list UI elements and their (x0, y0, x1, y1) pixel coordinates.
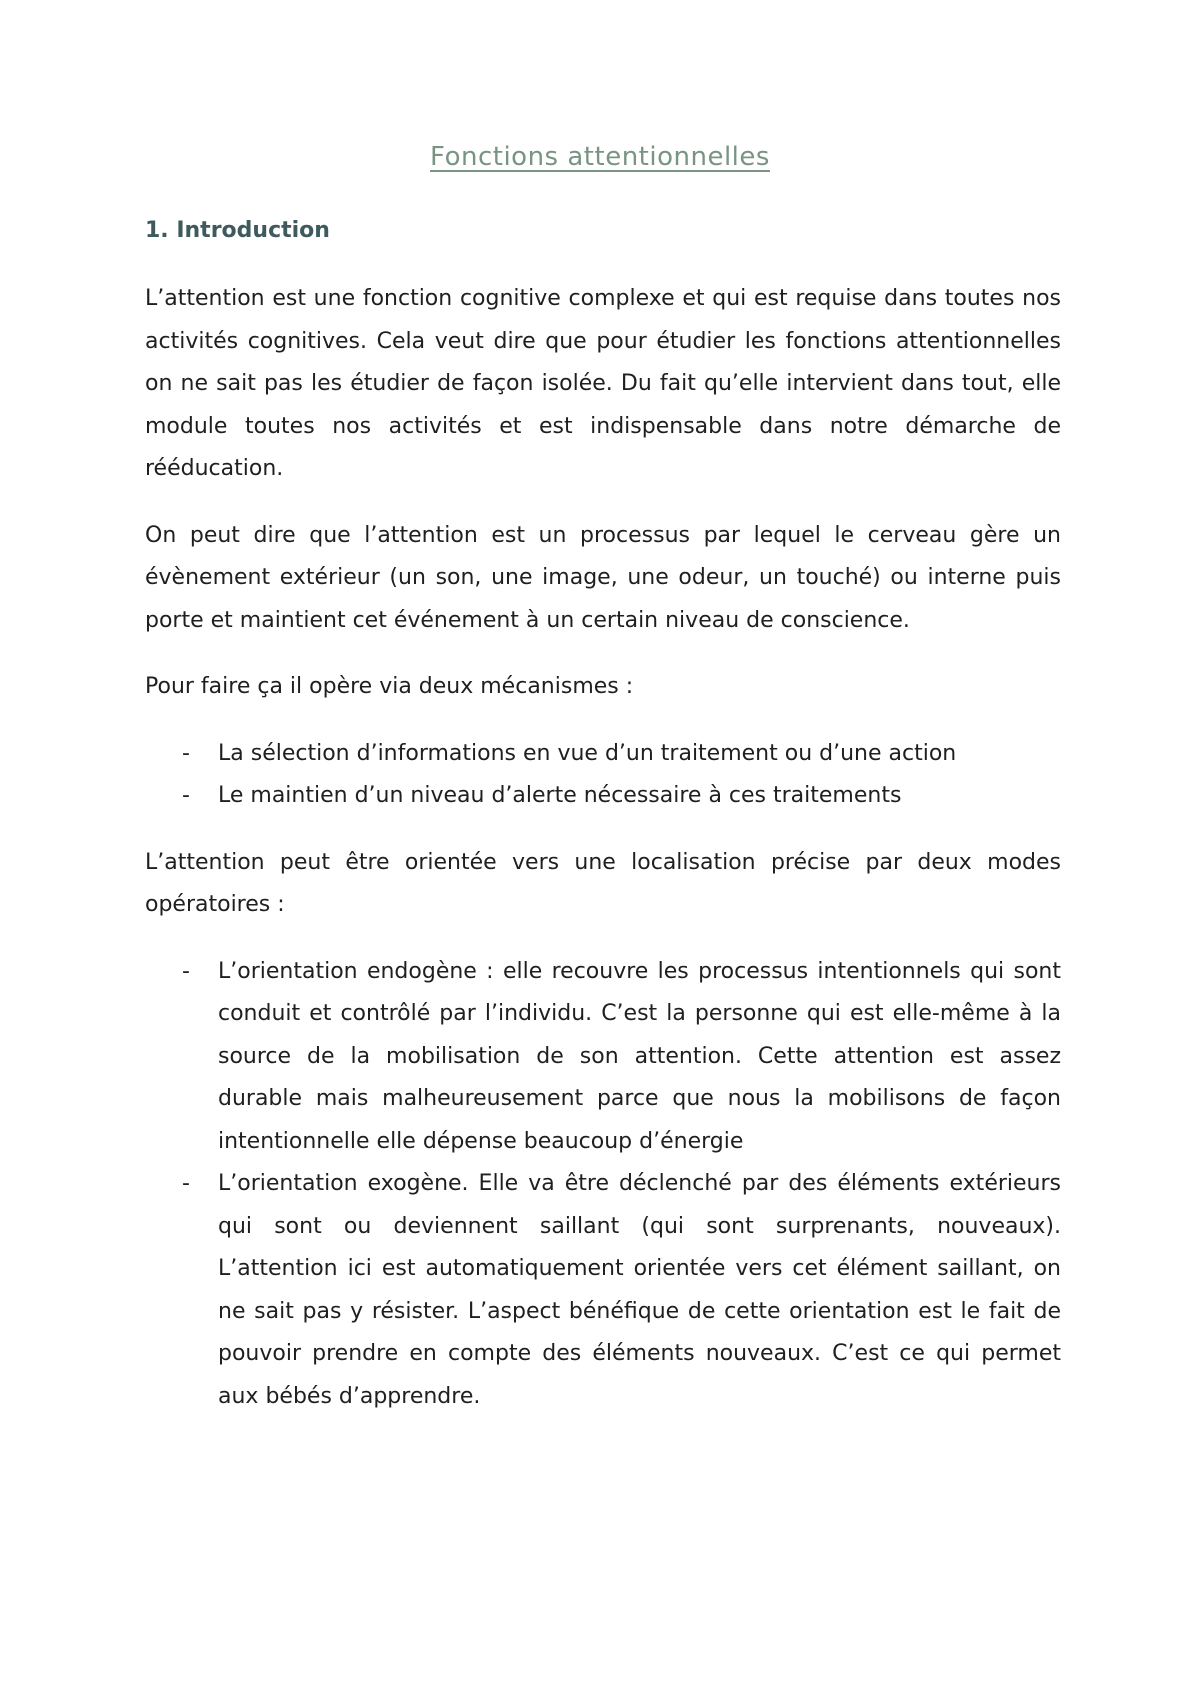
list-item-text: L’orientation endogène : elle recouvre les processus intentionnels qui sont conduit et contrôlé par l’individu. C’est la personne qui est elle-même à la source de la mobilisation de son attention. Cette attention est assez durable mais malheureusement parce que nous la mobilisons de façon intentionnelle elle dépense beaucoup d’énergie (218, 958, 1061, 1154)
list-item (145, 775, 1061, 818)
modes-list (145, 951, 1061, 1419)
bullet-dash: - (182, 1171, 190, 1196)
list-item (145, 733, 1061, 776)
bullet-dash: - (182, 783, 190, 808)
paragraph-definition: On peut dire que l’attention est un processus par lequel le cerveau gère un évènement extérieur (un son, une image, une odeur, un touché) ou interne puis porte et maintient cet événement à un certain niveau de conscience. (145, 522, 1061, 633)
paragraph-mechanisms-lead: Pour faire ça il opère via deux mécanismes : (145, 674, 634, 699)
paragraph-modes-lead: L’attention peut être orientée vers une localisation précise par deux modes opératoires : (145, 849, 1061, 917)
document-body (145, 278, 1061, 1442)
bullet-dash: - (182, 958, 190, 984)
list-item (145, 951, 1061, 1164)
list-item (145, 1163, 1061, 1418)
bullet-dash: - (182, 740, 190, 766)
mechanisms-list (145, 733, 1061, 818)
list-item-text: La sélection d’informations en vue d’un traitement ou d’une action (218, 740, 957, 766)
document-title: Fonctions attentionnelles (430, 142, 770, 172)
list-item-text: L’orientation exogène. Elle va être déclenché par des éléments extérieurs qui sont ou deviennent saillant (qui sont surprenants, nouveaux). L’attention ici est automatiquement orientée vers cet élément saillant, on ne sait pas y résister. L’aspect bénéfique de cette orientation est le fait de pouvoir prendre en compte des éléments nouveaux. C’est ce qui permet aux bébés d’apprendre. (218, 1171, 1061, 1409)
list-item-text: Le maintien d’un niveau d’alerte nécessaire à ces traitements (218, 783, 902, 808)
section-heading: 1. Introduction (145, 218, 330, 243)
paragraph-intro: L’attention est une fonction cognitive complexe et qui est requise dans toutes nos activités cognitives. Cela veut dire que pour étudier les fonctions attentionnelles on ne sait pas les étudier de façon isolée. Du fait qu’elle intervient dans tout, elle module toutes nos activités et est indispensable dans notre démarche de rééducation. (145, 286, 1061, 481)
